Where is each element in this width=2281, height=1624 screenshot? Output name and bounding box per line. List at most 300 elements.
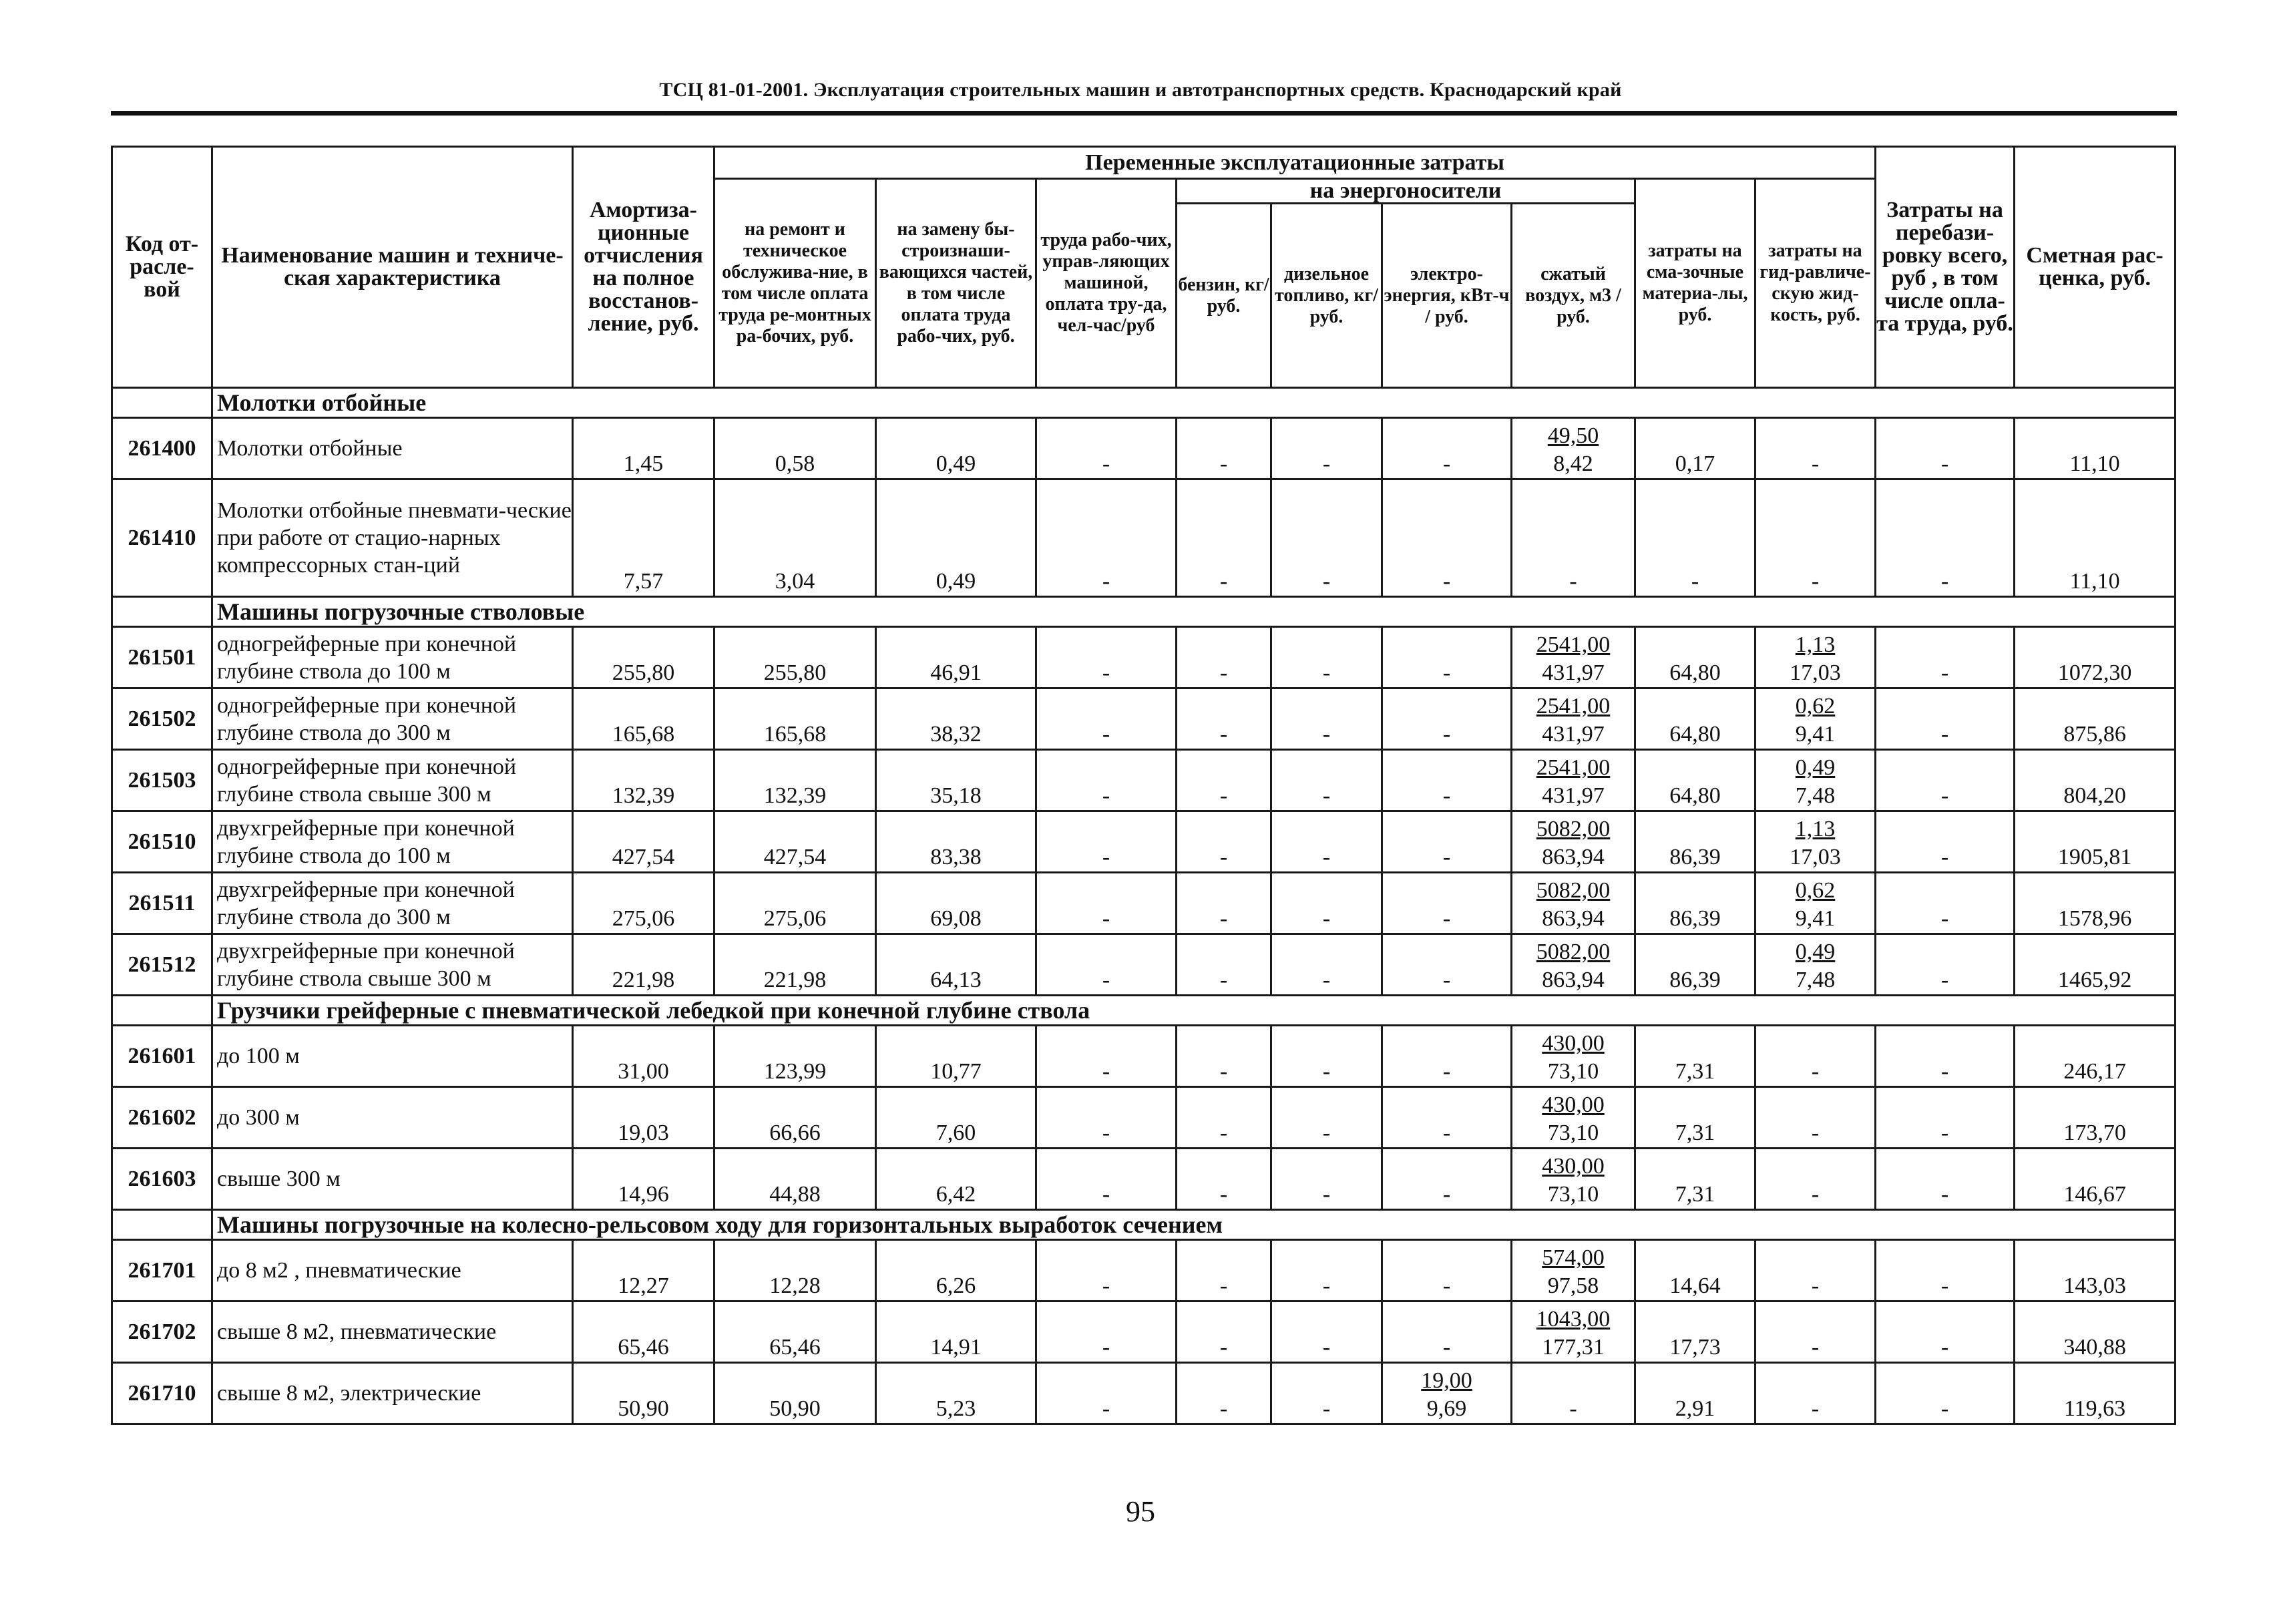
cell-hydraulic (1755, 1363, 1876, 1424)
cell-hydraulic (1755, 479, 1876, 597)
cell-parts-value: 5,23 (936, 1396, 976, 1421)
rates-table (111, 146, 2176, 1425)
table-row (112, 688, 2175, 750)
cell-diesel-value: - (1322, 1335, 1331, 1360)
cell-petrol-value: - (1219, 569, 1228, 594)
cell-rate-value: 340,88 (2063, 1335, 2126, 1360)
cell-lubricants (1635, 1240, 1755, 1301)
row-code: 261602 (112, 1087, 212, 1149)
cell-diesel-value: - (1322, 451, 1331, 476)
cell-electric-value: - (1442, 660, 1451, 685)
table-row (112, 418, 2175, 479)
cell-lubricants (1635, 1301, 1755, 1363)
cell-diesel-value: - (1322, 783, 1331, 808)
row-name: одногрейферные при конечной глубине ствола свыше 300 м (212, 750, 573, 811)
cell-rate-value: 173,70 (2063, 1121, 2126, 1145)
cell-electric-value: - (1442, 783, 1451, 808)
cell-repair (714, 811, 876, 873)
cell-relocation (1876, 1301, 2015, 1363)
cell-hydraulic (1755, 627, 1876, 688)
cell-electric-value: - (1442, 1273, 1451, 1298)
cell-amort (573, 1240, 714, 1301)
cell-repair (714, 1363, 876, 1424)
cell-air (1512, 479, 1635, 597)
cell-hydraulic-value: - (1811, 1335, 1820, 1360)
cell-repair (714, 1301, 876, 1363)
cell-air-value: 73,10 (1547, 1121, 1599, 1145)
cell-diesel (1271, 1363, 1382, 1424)
cell-relocation-value: - (1940, 1182, 1949, 1207)
cell-labor (1036, 750, 1177, 811)
cell-labor-value: - (1102, 1182, 1110, 1207)
cell-air-norm: 2541,00 (1536, 755, 1611, 780)
cell-labor-value: - (1102, 660, 1110, 685)
row-code: 261410 (112, 479, 212, 597)
table-row (112, 1026, 2175, 1087)
cell-diesel-value: - (1322, 722, 1331, 747)
table-row (112, 1149, 2175, 1210)
section-title: Молотки отбойные (212, 388, 2175, 418)
cell-amort-value: 1,45 (623, 451, 664, 476)
cell-labor (1036, 1026, 1177, 1087)
cell-amort (573, 811, 714, 873)
cell-hydraulic (1755, 688, 1876, 750)
cell-electric-value: - (1442, 569, 1451, 594)
cell-relocation-value: - (1940, 845, 1949, 869)
cell-relocation-value: - (1940, 1273, 1949, 1298)
cell-petrol-value: - (1219, 1396, 1228, 1421)
cell-electric (1382, 1240, 1512, 1301)
cell-labor-value: - (1102, 1273, 1110, 1298)
cell-air-norm: 430,00 (1542, 1154, 1605, 1179)
cell-lubricants-value: 0,17 (1675, 451, 1715, 476)
cell-diesel-value: - (1322, 569, 1331, 594)
cell-rate-value: 804,20 (2063, 783, 2126, 808)
section-code-cell (112, 996, 212, 1026)
cell-amort-value: 14,96 (618, 1182, 669, 1207)
cell-air-value: 863,94 (1542, 906, 1605, 931)
cell-lubricants (1635, 688, 1755, 750)
cell-hydraulic-value: 9,41 (1795, 722, 1836, 747)
row-code: 261603 (112, 1149, 212, 1210)
row-code: 261601 (112, 1026, 212, 1087)
cell-relocation-value: - (1940, 660, 1949, 685)
row-code: 261710 (112, 1363, 212, 1424)
table-body (112, 388, 2175, 1424)
cell-petrol (1177, 1363, 1271, 1424)
cell-hydraulic-value: - (1811, 1121, 1820, 1145)
col-header-labor: труда рабо-чих, управ-ляющих машиной, оплата тру-да, чел-час/руб (1036, 179, 1177, 388)
cell-rate (2015, 627, 2175, 688)
row-name: свыше 8 м2, пневматические (212, 1301, 573, 1363)
cell-amort (573, 934, 714, 996)
cell-air (1512, 1026, 1635, 1087)
cell-petrol (1177, 1087, 1271, 1149)
cell-hydraulic (1755, 1301, 1876, 1363)
cell-rate-value: 1465,92 (2057, 968, 2132, 992)
cell-amort (573, 873, 714, 934)
cell-air (1512, 688, 1635, 750)
row-code: 261501 (112, 627, 212, 688)
cell-electric-value: - (1442, 906, 1451, 931)
cell-lubricants-value: - (1691, 569, 1699, 594)
cell-hydraulic-value: - (1811, 1059, 1820, 1084)
cell-parts (876, 1301, 1036, 1363)
row-code: 261512 (112, 934, 212, 996)
cell-parts-value: 46,91 (930, 660, 982, 685)
cell-lubricants (1635, 1149, 1755, 1210)
cell-rate-value: 875,86 (2063, 722, 2126, 747)
cell-hydraulic-norm: 0,49 (1795, 755, 1836, 780)
cell-diesel (1271, 1240, 1382, 1301)
cell-rate (2015, 1240, 2175, 1301)
cell-relocation (1876, 1026, 2015, 1087)
cell-repair (714, 750, 876, 811)
row-name: свыше 8 м2, электрические (212, 1363, 573, 1424)
cell-relocation (1876, 1240, 2015, 1301)
cell-hydraulic (1755, 1149, 1876, 1210)
cell-diesel (1271, 750, 1382, 811)
cell-rate-value: 11,10 (2069, 569, 2120, 594)
cell-repair-value: 221,98 (763, 968, 827, 992)
cell-amort-value: 221,98 (612, 968, 675, 992)
cell-rate-value: 1578,96 (2057, 906, 2132, 931)
cell-labor (1036, 1301, 1177, 1363)
section-code-cell (112, 597, 212, 627)
col-header-repair: на ремонт и техническое обслужива-ние, в том числе оплата труда ре-монтных ра-бочих, руб. (714, 179, 876, 388)
col-header-energy-group: на энергоносители (1177, 179, 1635, 204)
cell-repair-value: 0,58 (775, 451, 815, 476)
cell-repair (714, 1240, 876, 1301)
cell-hydraulic (1755, 873, 1876, 934)
cell-hydraulic-value: - (1811, 1182, 1820, 1207)
cell-repair (714, 1026, 876, 1087)
row-name: одногрейферные при конечной глубине ствола до 300 м (212, 688, 573, 750)
cell-lubricants-value: 17,73 (1669, 1335, 1721, 1360)
cell-relocation (1876, 873, 2015, 934)
cell-relocation (1876, 750, 2015, 811)
cell-rate-value: 143,03 (2063, 1273, 2126, 1298)
row-name: свыше 300 м (212, 1149, 573, 1210)
cell-parts-value: 83,38 (930, 845, 982, 869)
col-header-lubricants: затраты на сма-зочные материа-лы, руб. (1635, 179, 1755, 388)
cell-amort (573, 1301, 714, 1363)
cell-hydraulic (1755, 1087, 1876, 1149)
cell-labor-value: - (1102, 906, 1110, 931)
cell-lubricants (1635, 1087, 1755, 1149)
cell-lubricants-value: 86,39 (1669, 968, 1721, 992)
cell-hydraulic-value: 7,48 (1795, 783, 1836, 808)
cell-rate (2015, 750, 2175, 811)
document-title: ТСЦ 81-01-2001. Эксплуатация строительных машин и автотранспортных средств. Краснодарский край (659, 79, 1622, 101)
cell-electric-value: - (1442, 451, 1451, 476)
page-number: 95 (1126, 1495, 1155, 1528)
cell-electric (1382, 479, 1512, 597)
cell-repair (714, 688, 876, 750)
cell-relocation (1876, 418, 2015, 479)
cell-repair-value: 427,54 (763, 845, 827, 869)
table-row (112, 750, 2175, 811)
cell-lubricants (1635, 873, 1755, 934)
cell-diesel (1271, 1301, 1382, 1363)
row-code: 261503 (112, 750, 212, 811)
col-header-diesel: дизельное топливо, кг/руб. (1271, 204, 1382, 388)
cell-petrol-value: - (1219, 451, 1228, 476)
cell-parts (876, 479, 1036, 597)
cell-electric (1382, 873, 1512, 934)
cell-parts (876, 934, 1036, 996)
row-code: 261701 (112, 1240, 212, 1301)
cell-parts-value: 6,26 (936, 1273, 976, 1298)
cell-air-norm: 49,50 (1547, 423, 1599, 448)
cell-diesel-value: - (1322, 1059, 1331, 1084)
cell-repair (714, 1087, 876, 1149)
cell-relocation (1876, 479, 2015, 597)
cell-diesel-value: - (1322, 1396, 1331, 1421)
cell-lubricants (1635, 811, 1755, 873)
cell-hydraulic-norm: 0,62 (1795, 694, 1836, 719)
cell-air (1512, 934, 1635, 996)
row-name: одногрейферные при конечной глубине ствола до 100 м (212, 627, 573, 688)
cell-labor (1036, 811, 1177, 873)
cell-labor (1036, 688, 1177, 750)
cell-electric-value: - (1442, 1059, 1451, 1084)
cell-labor-value: - (1102, 1121, 1110, 1145)
cell-repair-value: 132,39 (763, 783, 827, 808)
cell-labor-value: - (1102, 783, 1110, 808)
cell-rate-value: 119,63 (2063, 1396, 2126, 1421)
section-title: Машины погрузочные на колесно-рельсовом ходу для горизонтальных выработок сечением (212, 1210, 2175, 1240)
row-name: двухгрейферные при конечной глубине ствола до 300 м (212, 873, 573, 934)
cell-petrol (1177, 479, 1271, 597)
cell-petrol-value: - (1219, 722, 1228, 747)
cell-air-value: 97,58 (1547, 1273, 1599, 1298)
cell-rate-value: 146,67 (2063, 1182, 2126, 1207)
row-name: Молотки отбойные (212, 418, 573, 479)
cell-labor (1036, 479, 1177, 597)
cell-amort (573, 1363, 714, 1424)
cell-amort-value: 132,39 (612, 783, 675, 808)
cell-petrol-value: - (1219, 660, 1228, 685)
cell-diesel (1271, 627, 1382, 688)
cell-diesel-value: - (1322, 845, 1331, 869)
cell-amort-value: 12,27 (618, 1273, 669, 1298)
cell-electric (1382, 750, 1512, 811)
cell-air-norm: 430,00 (1542, 1092, 1605, 1117)
cell-petrol-value: - (1219, 1182, 1228, 1207)
cell-air (1512, 1301, 1635, 1363)
cell-air-value: 73,10 (1547, 1059, 1599, 1084)
cell-air-norm: 574,00 (1542, 1245, 1605, 1270)
cell-parts-value: 38,32 (930, 722, 982, 747)
cell-rate-value: 1072,30 (2057, 660, 2132, 685)
cell-hydraulic-norm: 0,49 (1795, 940, 1836, 964)
cell-amort (573, 479, 714, 597)
cell-rate (2015, 934, 2175, 996)
cell-petrol-value: - (1219, 1273, 1228, 1298)
cell-repair-value: 123,99 (763, 1059, 827, 1084)
cell-air-value: 8,42 (1553, 451, 1593, 476)
section-row (112, 996, 2175, 1026)
cell-relocation (1876, 934, 2015, 996)
cell-electric-value: - (1442, 845, 1451, 869)
cell-lubricants-value: 7,31 (1675, 1121, 1715, 1145)
cell-hydraulic (1755, 934, 1876, 996)
cell-labor-value: - (1102, 1335, 1110, 1360)
col-header-air: сжатый воздух, м3 / руб. (1512, 204, 1635, 388)
cell-labor-value: - (1102, 722, 1110, 747)
cell-diesel-value: - (1322, 968, 1331, 992)
cell-lubricants (1635, 627, 1755, 688)
cell-air-value: 431,97 (1542, 660, 1605, 685)
cell-labor-value: - (1102, 451, 1110, 476)
col-header-hydraulic: затраты на гид-равличе-скую жид-кость, руб. (1755, 179, 1876, 388)
cell-labor (1036, 627, 1177, 688)
cell-lubricants-value: 2,91 (1675, 1396, 1715, 1421)
cell-labor-value: - (1102, 1396, 1110, 1421)
cell-electric (1382, 627, 1512, 688)
cell-parts-value: 0,49 (936, 569, 976, 594)
row-code: 261702 (112, 1301, 212, 1363)
cell-rate (2015, 479, 2175, 597)
cell-rate (2015, 688, 2175, 750)
cell-hydraulic-value: - (1811, 1273, 1820, 1298)
cell-hydraulic-value: - (1811, 569, 1820, 594)
row-name: до 8 м2 , пневматические (212, 1240, 573, 1301)
cell-electric-value: - (1442, 1335, 1451, 1360)
col-header-name: Наименование машин и техниче-ская характеристика (212, 147, 573, 388)
row-name: Молотки отбойные пневмати-ческие при работе от стацио-нарных компрессорных стан-ций (212, 479, 573, 597)
cell-petrol (1177, 418, 1271, 479)
cell-electric-value: 9,69 (1426, 1396, 1467, 1421)
col-header-code: Код от-расле-вой (112, 147, 212, 388)
cell-repair (714, 873, 876, 934)
cell-amort (573, 1026, 714, 1087)
cell-parts (876, 811, 1036, 873)
cell-labor (1036, 1149, 1177, 1210)
cell-repair-value: 12,28 (769, 1273, 821, 1298)
cell-amort-value: 275,06 (612, 906, 675, 931)
cell-petrol-value: - (1219, 1059, 1228, 1084)
cell-repair-value: 44,88 (769, 1182, 821, 1207)
cell-air-value: 73,10 (1547, 1182, 1599, 1207)
cell-air (1512, 627, 1635, 688)
cell-diesel-value: - (1322, 660, 1331, 685)
cell-parts-value: 10,77 (930, 1059, 982, 1084)
cell-parts-value: 69,08 (930, 906, 982, 931)
cell-parts (876, 873, 1036, 934)
cell-petrol-value: - (1219, 783, 1228, 808)
cell-parts (876, 1363, 1036, 1424)
cell-hydraulic-value: - (1811, 1396, 1820, 1421)
section-title: Грузчики грейферные с пневматической лебедкой при конечной глубине ствола (212, 996, 2175, 1026)
cell-amort (573, 1149, 714, 1210)
cell-hydraulic-value: - (1811, 451, 1820, 476)
cell-lubricants (1635, 479, 1755, 597)
section-row (112, 388, 2175, 418)
cell-rate (2015, 1363, 2175, 1424)
cell-air-norm: 5082,00 (1536, 878, 1611, 903)
cell-diesel-value: - (1322, 1121, 1331, 1145)
cell-air (1512, 1240, 1635, 1301)
col-header-electric: электро-энергия, кВт-ч / руб. (1382, 204, 1512, 388)
cell-air-value: 431,97 (1542, 783, 1605, 808)
cell-lubricants-value: 64,80 (1669, 722, 1721, 747)
cell-lubricants (1635, 418, 1755, 479)
table-row (112, 1240, 2175, 1301)
cell-relocation (1876, 1149, 2015, 1210)
col-header-petrol: бензин, кг/руб. (1177, 204, 1271, 388)
row-name: двухгрейферные при конечной глубине ствола до 100 м (212, 811, 573, 873)
cell-diesel (1271, 811, 1382, 873)
cell-labor (1036, 1240, 1177, 1301)
row-code: 261511 (112, 873, 212, 934)
cell-rate (2015, 1149, 2175, 1210)
cell-electric (1382, 1026, 1512, 1087)
cell-hydraulic-value: 9,41 (1795, 906, 1836, 931)
cell-hydraulic-norm: 1,13 (1795, 817, 1836, 841)
cell-parts (876, 688, 1036, 750)
cell-repair-value: 65,46 (769, 1335, 821, 1360)
cell-hydraulic-value: 17,03 (1790, 660, 1841, 685)
cell-rate (2015, 418, 2175, 479)
cell-air (1512, 1363, 1635, 1424)
row-code: 261502 (112, 688, 212, 750)
cell-lubricants (1635, 750, 1755, 811)
cell-amort (573, 418, 714, 479)
cell-diesel (1271, 1087, 1382, 1149)
cell-relocation-value: - (1940, 906, 1949, 931)
table-row (112, 1301, 2175, 1363)
cell-petrol (1177, 873, 1271, 934)
cell-air (1512, 750, 1635, 811)
cell-amort (573, 627, 714, 688)
cell-repair (714, 1149, 876, 1210)
cell-petrol (1177, 1149, 1271, 1210)
cell-air-value: 177,31 (1542, 1335, 1605, 1360)
cell-lubricants-value: 14,64 (1669, 1273, 1721, 1298)
cell-electric (1382, 1363, 1512, 1424)
cell-parts-value: 0,49 (936, 451, 976, 476)
cell-lubricants-value: 7,31 (1675, 1182, 1715, 1207)
cell-repair (714, 479, 876, 597)
cell-parts-value: 35,18 (930, 783, 982, 808)
section-code-cell (112, 1210, 212, 1240)
header-rule (111, 111, 2177, 116)
cell-hydraulic (1755, 1026, 1876, 1087)
cell-electric-value: - (1442, 1121, 1451, 1145)
cell-labor (1036, 934, 1177, 996)
cell-parts (876, 1240, 1036, 1301)
cell-amort-value: 427,54 (612, 845, 675, 869)
cell-air-norm: 5082,00 (1536, 817, 1611, 841)
cell-relocation (1876, 688, 2015, 750)
table-row (112, 873, 2175, 934)
row-name: до 300 м (212, 1087, 573, 1149)
cell-petrol-value: - (1219, 1335, 1228, 1360)
cell-repair (714, 418, 876, 479)
cell-petrol (1177, 811, 1271, 873)
cell-petrol (1177, 688, 1271, 750)
cell-amort (573, 1087, 714, 1149)
row-name: двухгрейферные при конечной глубине ствола свыше 300 м (212, 934, 573, 996)
cell-hydraulic-norm: 0,62 (1795, 878, 1836, 903)
cell-amort-value: 19,03 (618, 1121, 669, 1145)
cell-hydraulic-value: 17,03 (1790, 845, 1841, 869)
cell-labor (1036, 873, 1177, 934)
cell-electric-value: - (1442, 1182, 1451, 1207)
col-header-relocation: Затраты на перебази-ровку всего, руб , в том числе опла-та труда, руб. (1876, 147, 2015, 388)
